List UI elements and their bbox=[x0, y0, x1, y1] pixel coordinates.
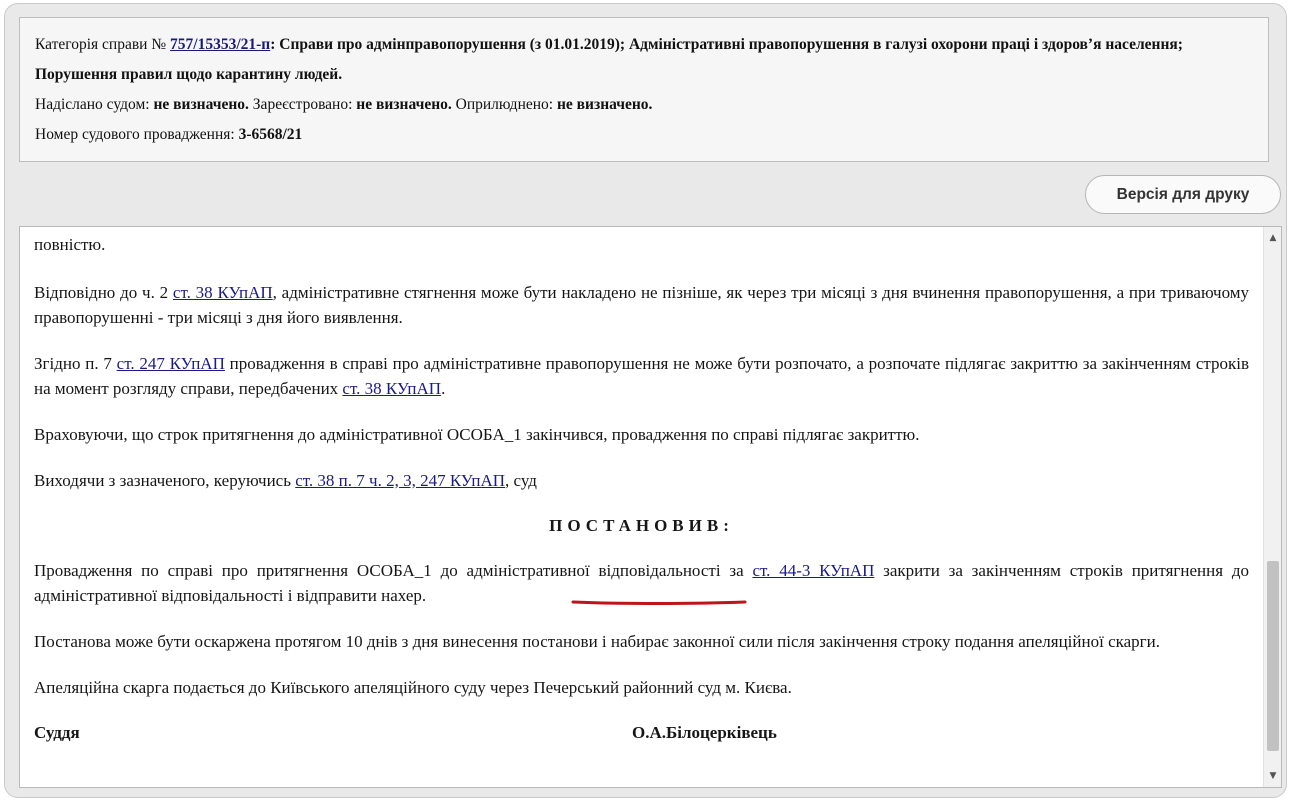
p5-text: Провадження по справі про притягнення ОСОБА_1 до адміністративної відповідальності за bbox=[34, 561, 753, 580]
arrow-down-icon[interactable]: ▼ bbox=[1269, 771, 1277, 781]
doc-paragraph-4 bbox=[34, 468, 1249, 493]
case-status-line bbox=[35, 90, 1252, 120]
p4-text: Виходячи з зазначеного, керуючись bbox=[34, 471, 296, 490]
doc-paragraph-2 bbox=[34, 351, 1249, 401]
proceeding-number-line bbox=[35, 120, 1252, 150]
resolution-heading: ПОСТАНОВИВ: bbox=[549, 516, 734, 535]
page-container bbox=[4, 3, 1287, 798]
scrollbar-thumb[interactable] bbox=[1267, 561, 1279, 751]
published-label: Оприлюднено: bbox=[455, 96, 554, 113]
p2-text-middle: провадження в справі про адміністративне правопорушення не може бути розпочато, а розпочате підлягає закриттю за закінченням строків на момент розгляду справи, передбачених bbox=[34, 354, 1250, 398]
doc-line-top: повністю. bbox=[34, 235, 106, 254]
category-label: Категорія справи № bbox=[35, 36, 167, 53]
published-value: не визначено. bbox=[556, 96, 653, 113]
p2-text: Згідно п. 7 bbox=[34, 354, 117, 373]
p1-text-after: , адміністративне стягнення може бути накладено не пізніше, як через три місяці з дня вчинення правопорушення, а при триваючому правопорушенні - три місяці з дня його виявлення. bbox=[34, 283, 1249, 327]
arrow-up-icon[interactable]: ▲ bbox=[1269, 233, 1277, 243]
signature-row bbox=[34, 720, 1249, 745]
proceeding-label: Номер судового провадження: bbox=[35, 126, 235, 143]
p2-text-end: . bbox=[441, 379, 446, 398]
doc-paragraph-7: Апеляційна скарга подається до Київського апеляційного суду через Печерський районний суд м. Києва. bbox=[34, 678, 792, 697]
vertical-scrollbar[interactable] bbox=[1263, 227, 1281, 787]
registered-label: Зареєстровано: bbox=[252, 96, 353, 113]
law-link[interactable]: ст. 38 КУпАП bbox=[342, 379, 442, 398]
judge-name: О.А.Білоцерківець bbox=[632, 723, 777, 742]
law-link[interactable]: ст. 38 КУпАП bbox=[172, 283, 273, 302]
p4-text-after: , суд bbox=[505, 471, 537, 490]
registered-value: не визначено. bbox=[356, 96, 452, 113]
sent-label: Надіслано судом: bbox=[35, 96, 150, 113]
doc-paragraph-1 bbox=[34, 280, 1249, 330]
law-link[interactable]: ст. 247 КУпАП bbox=[116, 354, 225, 373]
document-text bbox=[34, 227, 1249, 745]
law-link[interactable]: ст. 38 п. 7 ч. 2, 3, 247 КУпАП bbox=[295, 471, 506, 490]
judge-label: Суддя bbox=[34, 723, 80, 742]
print-version-button[interactable]: Версія для друку bbox=[1085, 175, 1281, 214]
proceeding-value: 3-6568/21 bbox=[238, 126, 303, 143]
case-number-link[interactable]: 757/15353/21-п bbox=[170, 36, 271, 53]
category-text: : Справи про адмінправопорушення (з 01.01.2019); Адміністративні правопорушення в галузі охорони праці і здоров’я населення; Порушення правил щодо карантину людей. bbox=[35, 36, 1183, 83]
doc-paragraph-3: Враховуючи, що строк притягнення до адміністративної ОСОБА_1 закінчився, провадження по справі підлягає закриттю. bbox=[34, 425, 920, 444]
case-info-panel bbox=[19, 17, 1269, 162]
p1-text: Відповідно до ч. 2 bbox=[34, 283, 173, 302]
doc-paragraph-6: Постанова може бути оскаржена протягом 10 днів з дня винесення постанови і набирає законної сили після закінчення строку подання апеляційної скарги. bbox=[34, 632, 1160, 651]
p5-text-after: закрити за закінченням строків притягнення до адміністративної відповідальності і відправити нахер. bbox=[34, 561, 1249, 605]
sent-value: не визначено. bbox=[153, 96, 249, 113]
law-link[interactable]: ст. 44-3 КУпАП bbox=[752, 561, 875, 580]
document-viewer[interactable] bbox=[19, 226, 1282, 788]
red-underline-annotation bbox=[571, 599, 747, 605]
case-category-line bbox=[35, 30, 1252, 90]
